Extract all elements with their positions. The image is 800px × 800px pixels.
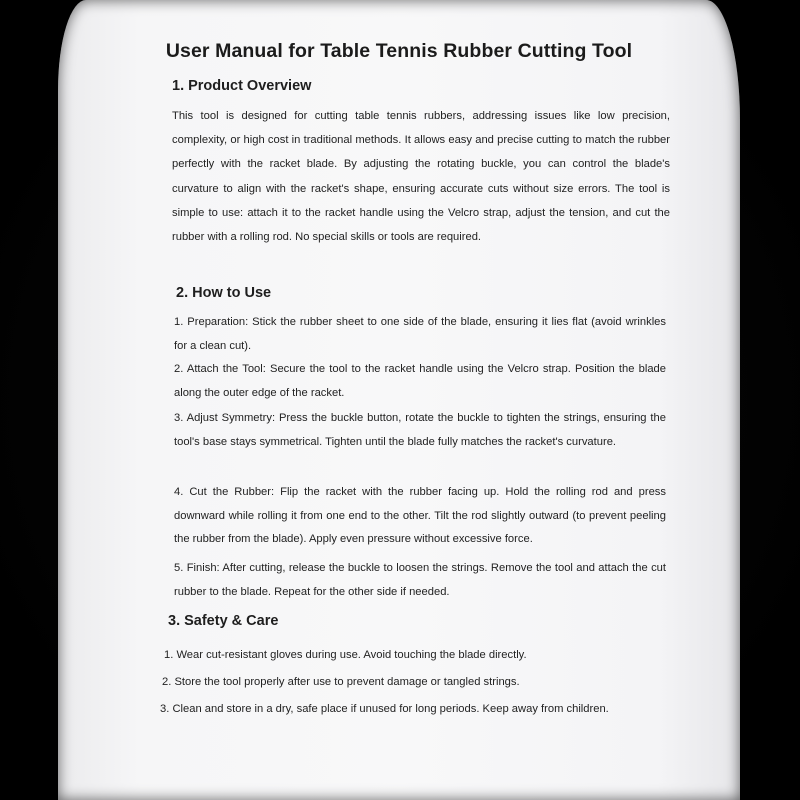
how-to-step-3: 3. Adjust Symmetry: Press the buckle button, rotate the buckle to tighten the strings, ensuring the tool's base stays symmetrical. Tighten until the blade fully matches the racket's curvature. [174,412,666,448]
section-heading-safety: 3. Safety & Care [168,613,279,629]
how-to-step-5: 5. Finish: After cutting, release the buckle to loosen the strings. Remove the tool and attach the cut rubber to the blade. Repeat for the other side if needed. [174,562,666,598]
how-to-step-2: 2. Attach the Tool: Secure the tool to the racket handle using the Velcro strap. Position the blade along the outer edge of the racket. [174,363,666,399]
safety-item-2: 2. Store the tool properly after use to prevent damage or tangled strings. [162,676,520,688]
section-heading-how-to-use: 2. How to Use [176,285,272,301]
overview-paragraph: This tool is designed for cutting table tennis rubbers, addressing issues like low precision, complexity, or high cost in traditional methods. It allows easy and precise cutting to match the rubber perfectly with the racket blade. By adjusting the rotating buckle, you can control the blade's curvature to align with the racket's shape, ensuring accurate cuts without size errors. The tool is simple to use: attach it to the racket handle using the Velcro strap, adjust the tension, and cut the rubber with a rolling rod. No special skills or tools are required. [172,110,670,244]
how-to-step-1: 1. Preparation: Stick the rubber sheet to one side of the blade, ensuring it lies flat (avoid wrinkles for a clean cut). [174,316,666,352]
manual-sheet [58,0,740,800]
safety-item-3: 3. Clean and store in a dry, safe place if unused for long periods. Keep away from children. [160,703,609,715]
how-to-step-4: 4. Cut the Rubber: Flip the racket with the rubber facing up. Hold the rolling rod and press downward while rolling it from one end to the other. Tilt the rod slightly outward (to prevent peeling the rubber from the blade). Apply even pressure without excessive force. [174,486,666,545]
document-title: User Manual for Table Tennis Rubber Cutting Tool [165,40,633,62]
section-heading-overview: 1. Product Overview [172,78,312,94]
safety-item-1: 1. Wear cut-resistant gloves during use. Avoid touching the blade directly. [164,649,527,661]
